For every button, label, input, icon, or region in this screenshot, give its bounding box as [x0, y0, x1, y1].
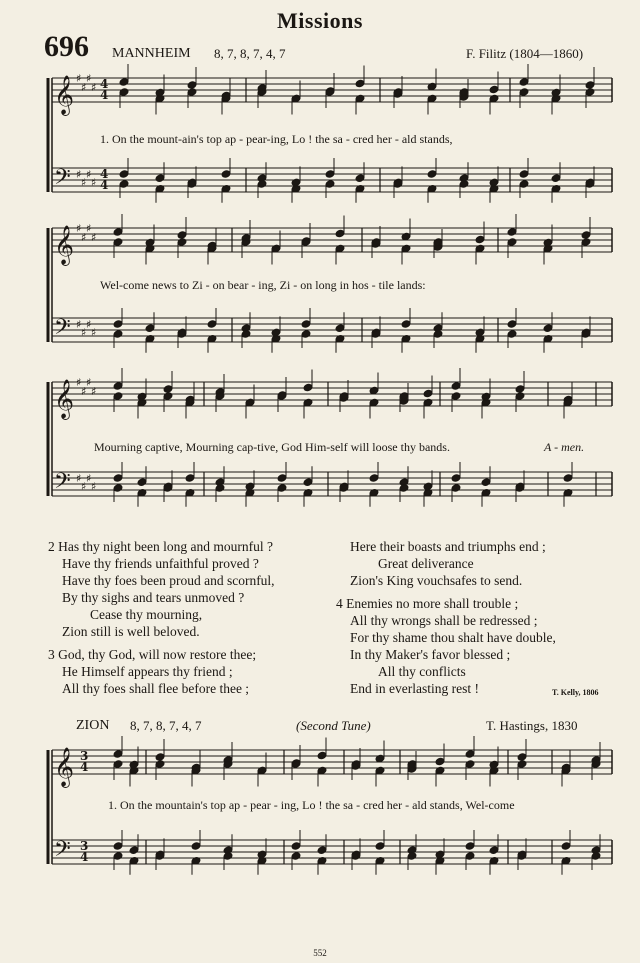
note-head: [119, 78, 129, 86]
composer-credit: F. Filitz (1804—1860): [466, 46, 584, 61]
note-head: [207, 320, 217, 328]
sharp-sign: ♯: [81, 326, 87, 339]
sharp-sign: ♯: [91, 385, 97, 398]
note-head: [113, 842, 123, 850]
note-head: [551, 174, 561, 182]
treble-clef-icon: 𝄞: [54, 379, 75, 419]
note-head: [475, 235, 485, 243]
sharp-sign: ♯: [76, 472, 82, 485]
sharp-sign: ♯: [81, 176, 87, 189]
note-head: [581, 231, 591, 239]
zion-meter: 8, 7, 8, 7, 4, 7: [130, 718, 202, 733]
note-head: [177, 238, 187, 246]
note-head: [519, 88, 529, 96]
note-head: [451, 484, 461, 492]
bass-clef-icon: 𝄢: [54, 469, 71, 499]
note-head: [465, 842, 475, 850]
note-head: [191, 842, 201, 850]
note-head: [335, 229, 345, 237]
sharp-sign: ♯: [86, 318, 92, 331]
note-head: [119, 170, 129, 178]
sharp-sign: ♯: [81, 385, 87, 398]
time-signature: 3: [80, 749, 89, 763]
note-head: [137, 478, 147, 486]
note-head: [113, 382, 123, 390]
sharp-sign: ♯: [91, 176, 97, 189]
sharp-sign: ♯: [86, 72, 92, 85]
time-signature: 3: [80, 839, 89, 853]
zion-tune-name: ZION: [76, 718, 110, 733]
note-head: [113, 852, 123, 860]
note-head: [185, 474, 195, 482]
sharp-sign: ♯: [91, 231, 97, 244]
tune-name: MANNHEIM: [112, 46, 191, 61]
note-head: [515, 385, 525, 393]
treble-clef-icon: 𝄞: [54, 747, 75, 787]
note-head: [507, 330, 517, 338]
note-head: [317, 846, 327, 854]
lyric-line-2: Wel-come news to Zi - on bear - ing, Zi - on long in hos - tile lands:: [100, 278, 426, 292]
verses-left: [48, 538, 338, 697]
verse-3-continued: Here their boasts and triumphs end ; Great deliverance Zion's King vouchsafes to send.: [350, 539, 546, 588]
time-signature: 4: [100, 77, 109, 91]
note-head: [427, 170, 437, 178]
note-head: [489, 85, 499, 93]
time-signature: 4: [80, 850, 89, 864]
note-head: [163, 385, 173, 393]
note-head: [113, 750, 123, 758]
note-head: [325, 170, 335, 178]
note-head: [155, 753, 165, 761]
lyric-line-3: Mourning captive, Mourning cap-tive, God Him-self will loose thy bands.: [94, 440, 450, 454]
note-head: [113, 392, 123, 400]
note-head: [119, 180, 129, 188]
note-head: [507, 228, 517, 236]
note-head: [507, 238, 517, 246]
note-head: [369, 474, 379, 482]
note-head: [113, 330, 123, 338]
note-head: [317, 751, 327, 759]
note-head: [113, 760, 123, 768]
sharp-sign: ♯: [91, 480, 97, 493]
bass-clef-icon: 𝄢: [54, 165, 71, 195]
note-head: [113, 228, 123, 236]
note-head: [517, 753, 527, 761]
note-head: [517, 760, 527, 768]
page-title: Missions: [277, 8, 363, 33]
zion-lyric-line-1: 1. On the mountain's top ap - pear - ing, Lo ! the sa - cred her - ald stands, Wel-come: [108, 798, 515, 812]
note-head: [155, 174, 165, 182]
note-head: [519, 180, 529, 188]
note-head: [451, 392, 461, 400]
zion-second-tune-note: (Second Tune): [296, 718, 371, 733]
sharp-sign: ♯: [91, 326, 97, 339]
note-head: [515, 392, 525, 400]
time-signature: 4: [100, 178, 109, 192]
page-number: 552: [313, 948, 327, 958]
note-head: [119, 88, 129, 96]
sharp-sign: ♯: [86, 376, 92, 389]
note-head: [465, 852, 475, 860]
note-head: [277, 484, 287, 492]
bass-clef-icon: 𝄢: [54, 315, 71, 345]
note-head: [129, 846, 139, 854]
note-head: [277, 474, 287, 482]
note-head: [519, 170, 529, 178]
note-head: [465, 760, 475, 768]
treble-clef-icon: 𝄞: [54, 225, 75, 265]
amen-text: A - men.: [544, 440, 585, 454]
note-head: [163, 392, 173, 400]
note-head: [187, 88, 197, 96]
zion-composer-credit: T. Hastings, 1830: [486, 718, 578, 733]
note-head: [113, 484, 123, 492]
note-head: [375, 842, 385, 850]
time-signature: 4: [80, 760, 89, 774]
verses-right: [336, 538, 626, 697]
note-head: [325, 180, 335, 188]
sharp-sign: ♯: [86, 168, 92, 181]
note-head: [581, 238, 591, 246]
author-credit: T. Kelly, 1806: [552, 688, 599, 697]
note-head: [303, 478, 313, 486]
note-head: [401, 320, 411, 328]
note-head: [561, 842, 571, 850]
note-head: [301, 320, 311, 328]
note-head: [187, 81, 197, 89]
tune-meter: 8, 7, 8, 7, 4, 7: [214, 46, 286, 61]
sharp-sign: ♯: [81, 231, 87, 244]
lyric-line-1: 1. On the mount-ain's top ap - pear-ing, Lo ! the sa - cred her - ald stands,: [100, 132, 453, 146]
verse-3: 3 God, thy God, will now restore thee; He Himself appears thy friend ; All thy foes shall flee before thee ;: [48, 647, 257, 696]
note-head: [113, 238, 123, 246]
sharp-sign: ♯: [76, 72, 82, 85]
sharp-sign: ♯: [86, 472, 92, 485]
note-head: [435, 757, 445, 765]
time-signature: 4: [100, 88, 109, 102]
sharp-sign: ♯: [76, 376, 82, 389]
time-signature: 4: [100, 167, 109, 181]
verse-2: 2 Has thy night been long and mournful ? Have thy friends unfaithful proved ? Have thy foes been proud and scornful, By thy sighs and tears unmoved ? Cease thy mourning, Zion still is well beloved.: [48, 539, 275, 639]
sharp-sign: ♯: [86, 222, 92, 235]
note-head: [489, 846, 499, 854]
note-head: [355, 79, 365, 87]
sharp-sign: ♯: [76, 318, 82, 331]
note-head: [303, 383, 313, 391]
sharp-sign: ♯: [81, 81, 87, 94]
note-head: [145, 324, 155, 332]
note-head: [177, 231, 187, 239]
note-head: [451, 382, 461, 390]
note-head: [355, 174, 365, 182]
sharp-sign: ♯: [81, 480, 87, 493]
note-head: [451, 474, 461, 482]
hymn-number: 696: [44, 30, 89, 63]
note-head: [301, 330, 311, 338]
note-head: [585, 81, 595, 89]
sharp-sign: ♯: [76, 168, 82, 181]
note-head: [465, 750, 475, 758]
note-head: [113, 320, 123, 328]
note-head: [113, 474, 123, 482]
bass-clef-icon: 𝄢: [54, 837, 71, 867]
sharp-sign: ♯: [91, 81, 97, 94]
note-head: [291, 842, 301, 850]
note-head: [507, 320, 517, 328]
verse-4: 4 Enemies no more shall trouble ; All thy wrongs shall be redressed ; For thy shame thou shalt have double, In thy Maker's favor blessed ; All thy conflicts End in everlasting rest !: [336, 596, 556, 696]
note-head: [563, 474, 573, 482]
note-head: [221, 170, 231, 178]
note-head: [481, 478, 491, 486]
note-head: [155, 760, 165, 768]
note-head: [335, 324, 345, 332]
note-head: [291, 852, 301, 860]
note-head: [519, 78, 529, 86]
note-head: [543, 324, 553, 332]
treble-clef-icon: 𝄞: [54, 75, 75, 115]
sharp-sign: ♯: [76, 222, 82, 235]
note-head: [423, 389, 433, 397]
note-head: [585, 88, 595, 96]
